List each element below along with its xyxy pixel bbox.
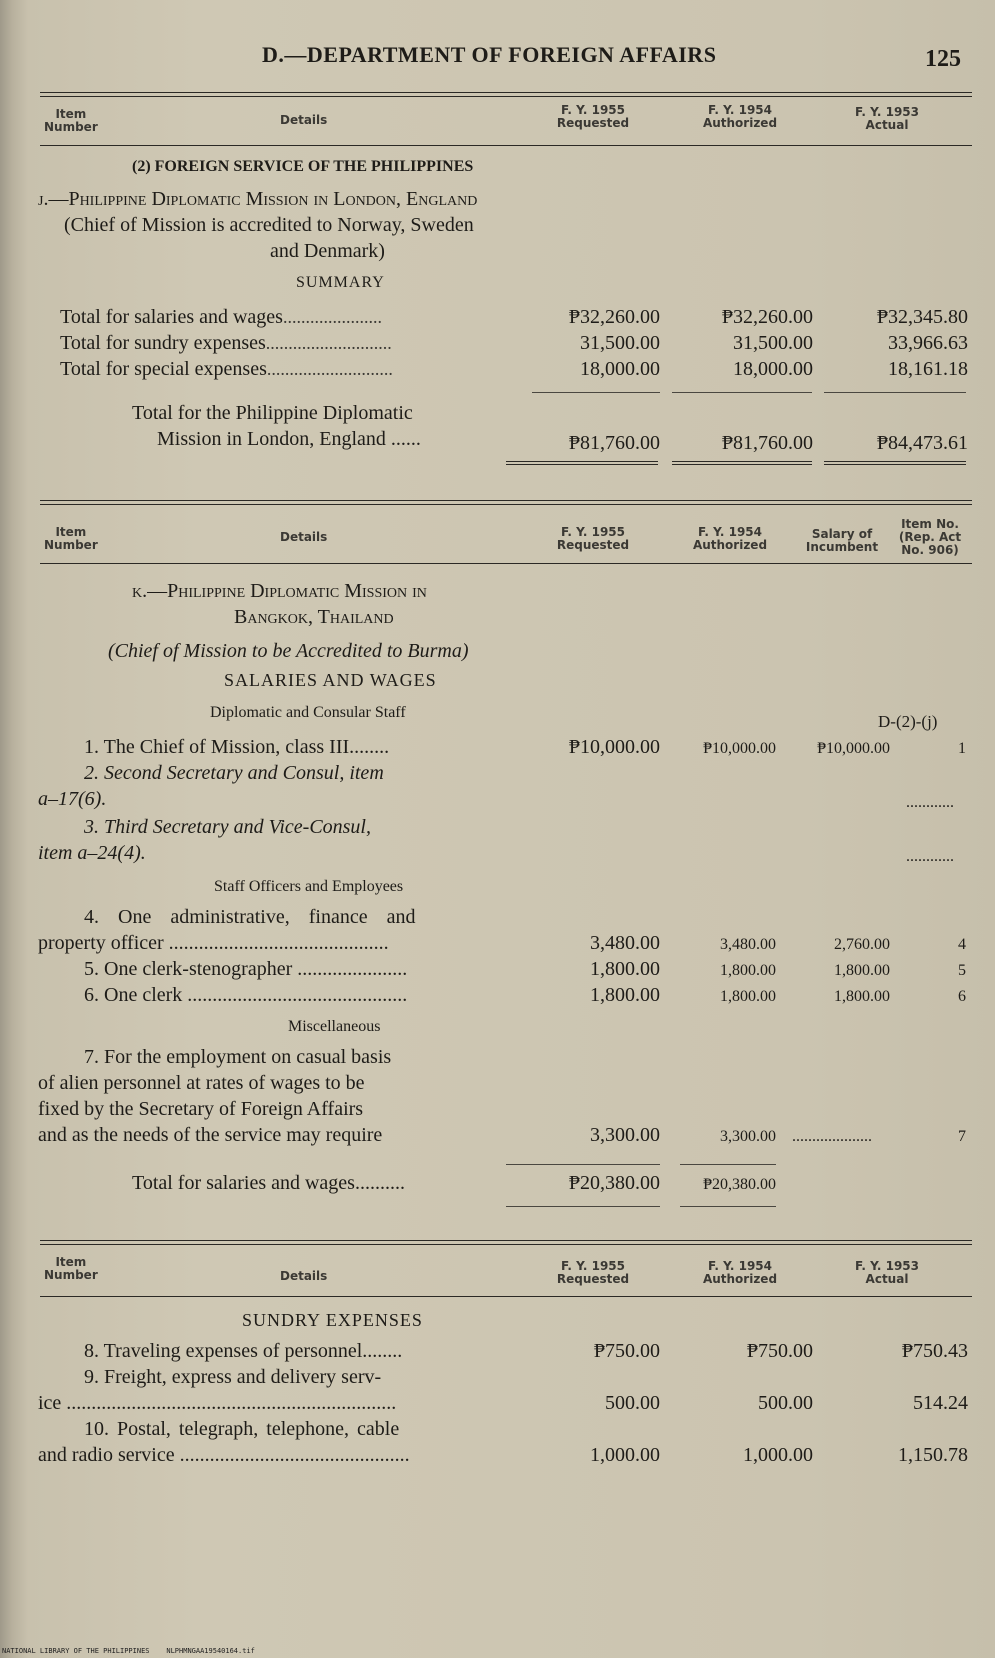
item-1-label: 1. The Chief of Mission, class III........ [84,736,390,758]
item-7-label-4: and as the needs of the service may require [38,1124,383,1146]
summary-row-fy1953: ₱32,345.80 [876,306,968,328]
item-1-salary: ₱10,000.00 [817,740,890,757]
item-7-itemno: 7 [958,1128,966,1145]
item-7-label-2: of alien personnel at rates of wages to be [38,1072,365,1094]
item-3-itemno: ............ [906,848,954,865]
col-fy1954: F. Y. 1954 Authorized [702,1259,778,1286]
item-5-label: 5. One clerk-stenographer ...................... [84,958,408,980]
header-bottom-rule [40,1296,972,1297]
summary-row-fy1955: 31,500.00 [580,332,660,354]
col-fy1955: F. Y. 1955 Requested [556,525,630,552]
col-fy1953: F. Y. 1953 Actual [854,105,919,132]
col-fy1955: F. Y. 1955 Requested [556,1259,630,1286]
item-5-fy1955: 1,800.00 [590,958,660,980]
summary-row-fy1954: ₱32,260.00 [721,306,813,328]
total-double-rule [824,461,966,465]
col-item-no-rep-act: Item No. (Rep. Act No. 906) [898,517,962,557]
col-item-number: Item Number [44,525,98,552]
subtotal-rule [824,392,966,393]
item-10-fy1955: 1,000.00 [590,1444,660,1466]
item-10-label-2: and radio service .............................................. [38,1444,410,1466]
page-title: D.—DEPARTMENT OF FOREIGN AFFAIRS [262,42,717,67]
mission-bangkok-location: Bangkok, Thailand [234,606,394,628]
summary-row-fy1954: 18,000.00 [733,358,813,380]
header-bottom-rule [40,563,972,564]
item-5-salary: 1,800.00 [834,962,890,979]
item-9-label-2: ice .................................................................. [38,1392,397,1414]
subtotal-rule [506,1164,660,1165]
summary-row-fy1953: 18,161.18 [888,358,968,380]
col-item-number: Item Number [44,1255,98,1282]
scan-footer: NATIONAL LIBRARY OF THE PHILIPPINES NLPHMNGAA19540164.tif [2,1647,255,1655]
mission-london-heading: j.—Philippine Diplomatic Mission in London, England [38,188,478,210]
header-bottom-rule [40,145,972,146]
item-1-fy1955: ₱10,000.00 [568,736,660,758]
item-6-fy1955: 1,800.00 [590,984,660,1006]
col-salary-incumbent: Salary of Incumbent [805,527,879,554]
item-9-fy1955: 500.00 [605,1392,660,1414]
item-6-label: 6. One clerk ............................................ [84,984,408,1006]
item-reference: D-(2)-(j) [878,712,938,731]
item-2-itemno: ............ [906,794,954,811]
item-2-label: 2. Second Secretary and Consul, item [84,762,384,784]
header-rule [40,1240,972,1245]
sundry-expenses-label: SUNDRY EXPENSES [242,1310,423,1330]
summary-label: SUMMARY [296,274,385,291]
summary-row-fy1955: 18,000.00 [580,358,660,380]
salaries-wages-label: SALARIES AND WAGES [224,670,437,690]
item-4-fy1954: 3,480.00 [720,936,776,953]
item-7-fy1954: 3,300.00 [720,1128,776,1145]
item-3-label-2: item a–24(4). [38,842,146,864]
header-rule [40,500,972,505]
col-fy1955: F. Y. 1955 Requested [556,103,630,130]
item-7-label: 7. For the employment on casual basis [84,1046,392,1068]
summary-row-fy1955: ₱32,260.00 [568,306,660,328]
item-4-salary: 2,760.00 [834,936,890,953]
item-8-fy1955: ₱750.00 [593,1340,660,1362]
col-item-number: Item Number [44,107,98,134]
summary-row-label: Total for salaries and wages...................... [60,306,382,328]
col-fy1954: F. Y. 1954 Authorized [692,525,768,552]
item-9-label: 9. Freight, express and delivery serv- [84,1366,382,1388]
subtotal-rule [680,1164,776,1165]
header-rule [40,92,972,97]
item-7-salary: .................... [792,1128,872,1145]
total-salaries-label: Total for salaries and wages.......... [132,1172,405,1194]
miscellaneous-label: Miscellaneous [288,1018,381,1035]
summary-row-fy1954: 31,500.00 [733,332,813,354]
total-london-fy1953: ₱84,473.61 [876,432,968,454]
col-details: Details [280,1269,328,1283]
item-7-fy1955: 3,300.00 [590,1124,660,1146]
item-1-itemno: 1 [958,740,966,757]
item-9-fy1953: 514.24 [913,1392,968,1414]
item-8-label: 8. Traveling expenses of personnel........ [84,1340,403,1362]
item-10-label: 10. Postal, telegraph, telephone, cable [84,1418,400,1440]
summary-row-fy1953: 33,966.63 [888,332,968,354]
item-8-fy1954: ₱750.00 [746,1340,813,1362]
summary-row-label: Total for sundry expenses............................ [60,332,392,354]
col-details: Details [280,113,328,127]
item-6-salary: 1,800.00 [834,988,890,1005]
total-rule [680,1206,776,1207]
mission-bangkok-heading: k.—Philippine Diplomatic Mission in [132,580,427,602]
item-9-fy1954: 500.00 [758,1392,813,1414]
total-london-label: Total for the Philippine Diplomatic [132,402,413,424]
diplomatic-staff-label: Diplomatic and Consular Staff [210,704,406,721]
item-5-itemno: 5 [958,962,966,979]
total-salaries-fy1954: ₱20,380.00 [703,1176,776,1193]
total-double-rule [506,461,658,465]
item-8-fy1953: ₱750.43 [901,1340,968,1362]
col-fy1954: F. Y. 1954 Authorized [702,103,778,130]
total-rule [506,1206,660,1207]
col-fy1953: F. Y. 1953 Actual [854,1259,919,1286]
item-2-label-2: a–17(6). [38,788,107,810]
subtotal-rule [672,392,812,393]
item-6-itemno: 6 [958,988,966,1005]
staff-officers-label: Staff Officers and Employees [214,878,404,895]
total-london-label-2: Mission in London, England ...... [157,428,421,450]
summary-row-label: Total for special expenses............................ [60,358,393,380]
item-1-fy1954: ₱10,000.00 [703,740,776,757]
item-4-itemno: 4 [958,936,966,953]
subtotal-rule [532,392,660,393]
total-salaries-fy1955: ₱20,380.00 [568,1172,660,1194]
item-4-label-2: property officer ............................................ [38,932,389,954]
total-london-fy1954: ₱81,760.00 [721,432,813,454]
total-london-fy1955: ₱81,760.00 [568,432,660,454]
item-7-label-3: fixed by the Secretary of Foreign Affairs [38,1098,364,1120]
item-5-fy1954: 1,800.00 [720,962,776,979]
mission-bangkok-note: (Chief of Mission to be Accredited to Burma) [108,640,469,662]
section-heading: (2) FOREIGN SERVICE OF THE PHILIPPINES [132,158,474,175]
item-10-fy1953: 1,150.78 [898,1444,968,1466]
item-4-label: 4. One administrative, finance and [84,906,416,928]
item-6-fy1954: 1,800.00 [720,988,776,1005]
item-4-fy1955: 3,480.00 [590,932,660,954]
item-10-fy1954: 1,000.00 [743,1444,813,1466]
total-double-rule [672,461,812,465]
item-3-label: 3. Third Secretary and Vice-Consul, [84,816,371,838]
col-details: Details [280,530,328,544]
mission-london-note-2: and Denmark) [270,240,385,262]
page-number: 125 [925,46,961,72]
mission-london-note: (Chief of Mission is accredited to Norway, Sweden [64,214,474,236]
